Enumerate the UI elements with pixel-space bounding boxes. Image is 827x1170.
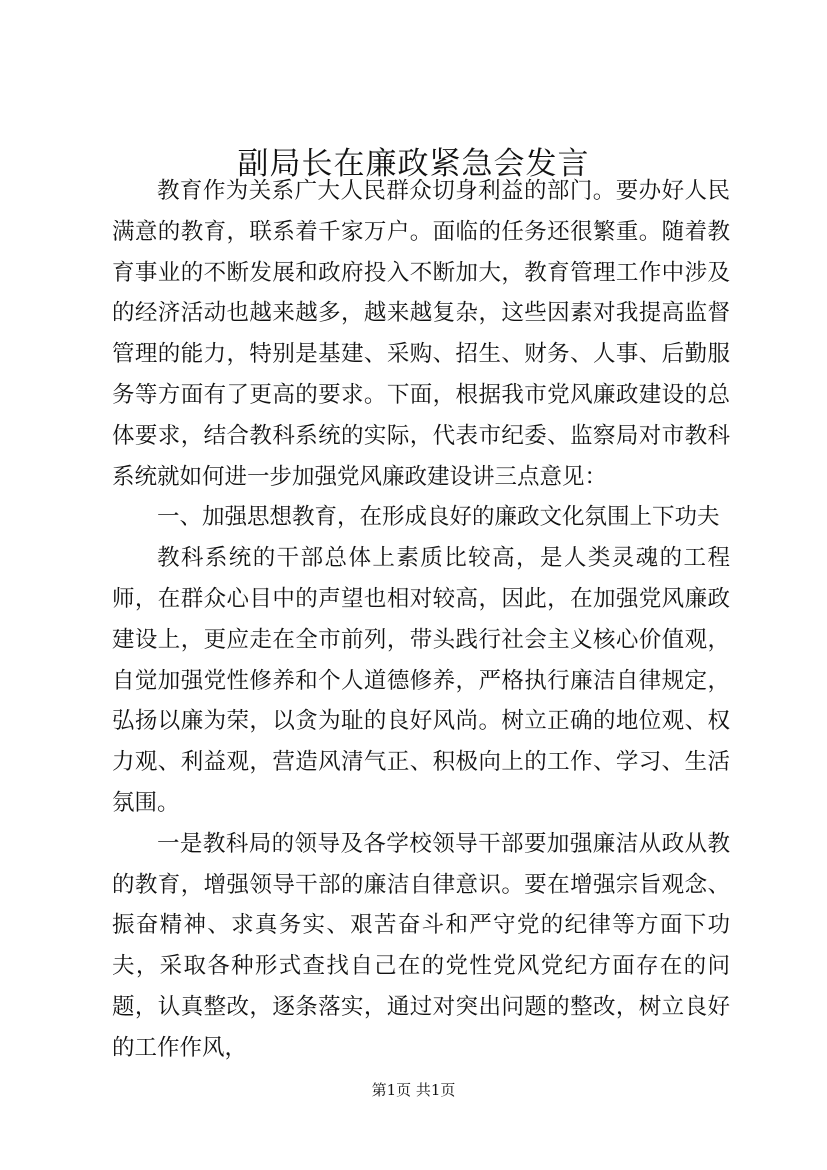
paragraph-intro: 教育作为关系广大人民群众切身利益的部门。要办好人民满意的教育，联系着千家万户。面临的任务还很繁重。随着教育事业的不断发展和政府投入不断加大，教育管理工作中涉及的经济活动也越来越多，越来越复杂，这些因素对我提高监督管理的能力，特别是基建、采购、招生、财务、人事、后勤服务等方面有了更高的要求。下面，根据我市党风廉政建设的总体要求，结合教科系统的实际，代表市纪委、监察局对市教科系统就如何进一步加强党风廉政建设讲三点意见： bbox=[112, 178, 730, 490]
section-heading-1: 一、加强思想教育，在形成良好的廉政文化氛围上下功夫 bbox=[157, 504, 720, 531]
document-body bbox=[112, 171, 730, 1069]
paragraph-section-1: 教科系统的干部总体上素质比较高，是人类灵魂的工程师，在群众心目中的声望也相对较高，因此，在加强党风廉政建设上，更应走在全市前列，带头践行社会主义核心价值观，自觉加强党性修养和个人道德修养，严格执行廉洁自律规定，弘扬以廉为荣，以贪为耻的良好风尚。树立正确的地位观、权力观、利益观，营造风清气正、积极向上的工作、学习、生活氛围。 bbox=[112, 545, 730, 816]
document-title: 副局长在廉政紧急会发言 bbox=[237, 146, 590, 182]
page-footer: 第1页 共1页 bbox=[371, 1081, 456, 1099]
paragraph-point-1: 一是教科局的领导及各学校领导干部要加强廉洁从政从教的教育，增强领导干部的廉洁自律意识。要在增强宗旨观念、振奋精神、求真务实、艰苦奋斗和严守党的纪律等方面下功夫，采取各种形式查找自己在的党性党风党纪方面存在的问题，认真整改，逐条落实，通过对突出问题的整改，树立良好的工作作风， bbox=[112, 830, 730, 1061]
